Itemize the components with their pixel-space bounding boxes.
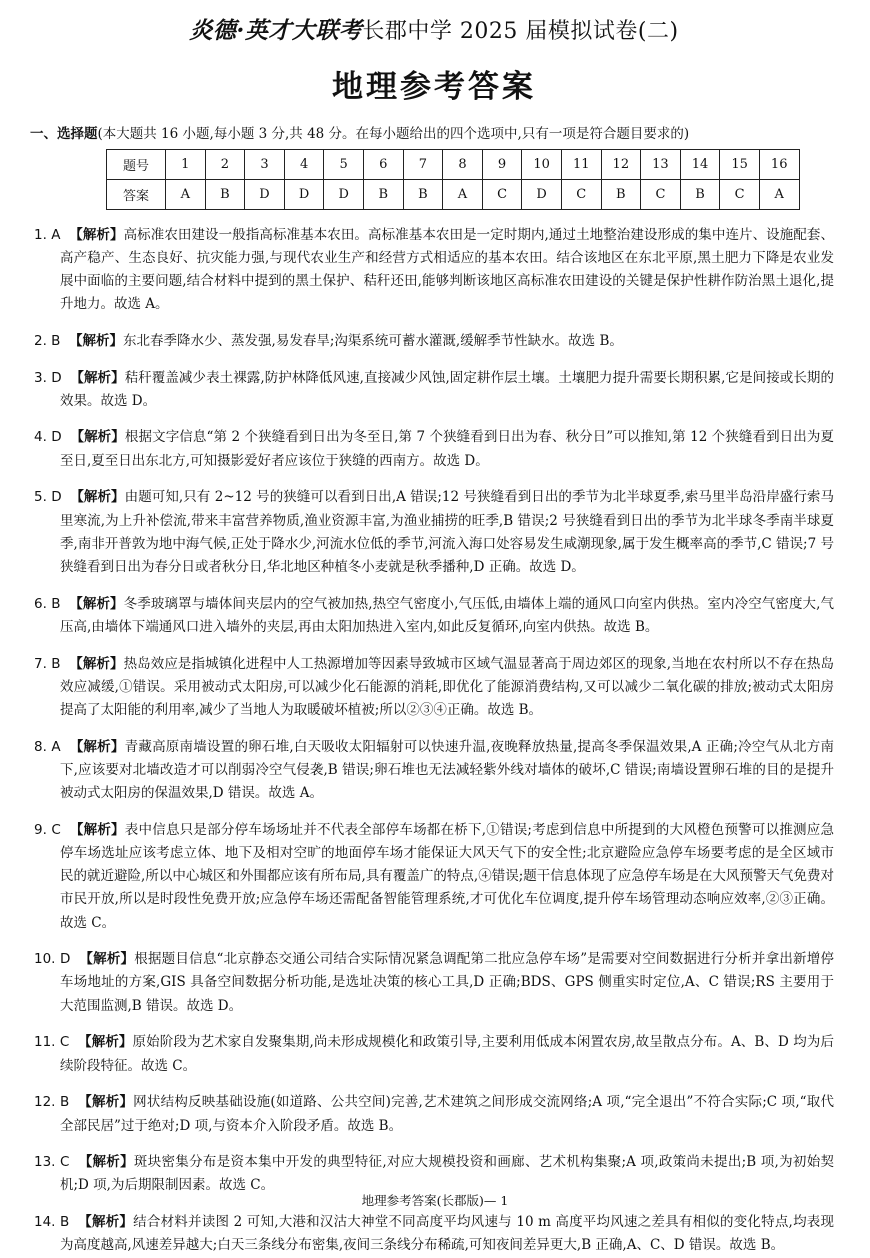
table-cell: 9 [482,150,522,180]
item-tag: 【解析】 [69,738,125,755]
item-tag: 【解析】 [78,1094,134,1111]
item-tag: 【解析】 [69,821,125,838]
table-cell: 2 [205,150,245,180]
item-tag: 【解析】 [69,655,124,672]
table-cell: D [522,180,562,210]
item-number: 14. B [34,1214,70,1231]
section-title [30,122,834,142]
item-number: 10. D [34,951,71,968]
page-footer: 地理参考答案(长郡版)— 1 [361,1193,509,1208]
item-text: 冬季玻璃罩与墙体间夹层内的空气被加热,热空气密度小,气压低,由墙体上端的通风口向室内供热。室内冷空气密度大,气压高,由墙体下端通风口进入墙外的夹层,再由太阳加热进入室内,如此反复循环,向室内供热。故选 B。 [60,595,835,635]
table-cell: 12 [601,150,641,180]
item-text: 斑块密集分布是资本集中开发的典型特征,对应大规模投资和画廊、艺术机构集聚;A 项,政策尚未提出;B 项,为初始契机;D 项,为后期限制因素。故选 C。 [60,1154,835,1194]
item-tag: 【解析】 [70,429,125,446]
item-number: 8. A [34,738,61,755]
item-text: 网状结构反映基础设施(如道路、公共空间)完善,艺术建筑之间形成交流网络;A 项,“完全退出”不符合实际;C 项,“取代全部民居”过于绝对;D 项,与资本介入阶段矛盾。故选 B。 [60,1094,834,1134]
table-cell: 14 [680,150,720,180]
item-number: 6. B [34,595,61,612]
item-number: 11. C [34,1034,70,1051]
explanation-item [34,948,834,1018]
item-tag: 【解析】 [70,489,125,506]
table-cell: D [284,180,324,210]
table-cell: C [482,180,522,210]
section-note: (本大题共 16 小题,每小题 3 分,共 48 分。在每小题给出的四个选项中,只有一项是符合题目要求的) [97,126,690,142]
item-number: 12. B [34,1094,70,1111]
item-tag: 【解析】 [78,1034,133,1051]
table-cell: C [720,180,760,210]
explanation-item [34,1091,834,1137]
row-label-number: 题号 [107,150,166,180]
table-cell: C [561,180,601,210]
explanation-item [34,486,834,579]
answer-table-numbers-row [107,150,800,180]
item-text: 根据题目信息“北京静态交通公司结合实际情况紧急调配第二批应急停车场”是需要对空间数据进行分析并拿出新增停车场地址的方案,GIS 具备空间数据分析功能,是选址决策的核心工具,D 正确;BDS、GPS 侧重实时定位,A、C 错误;RS 主要用于大范围监测,B 错误。故选 D。 [60,951,834,1014]
item-text: 秸秆覆盖减少表土裸露,防护林降低风速,直接减少风蚀,固定耕作层土壤。土壤肥力提升需要长期积累,它是间接或长期的效果。故选 D。 [60,369,834,409]
item-tag: 【解析】 [69,226,124,243]
table-cell: 11 [561,150,601,180]
item-text: 高标准农田建设一般指高标准基本农田。高标准基本农田是一定时期内,通过土地整治建设形成的集中连片、设施配套、高产稳产、生态良好、抗灾能力强,与现代农业生产和经营方式相适应的基本农田。结合该地区在东北平原,黑土肥力下降是农业发展中面临的主要问题,结合材料中提到的黑土保护、秸秆还田,能够判断该地区高标准农田建设的关键是保护性耕作防治黑土退化,提升地力。故选 A。 [60,226,834,313]
table-cell: 8 [443,150,483,180]
item-number: 5. D [34,489,62,506]
explanation-item [34,593,834,639]
table-cell: B [601,180,641,210]
item-number: 1. A [34,226,61,243]
item-tag: 【解析】 [79,951,135,968]
table-cell: 3 [245,150,285,180]
table-cell: 16 [759,150,799,180]
table-cell: B [205,180,245,210]
table-cell: 10 [522,150,562,180]
explanation-item [34,1031,834,1077]
item-number: 4. D [34,429,62,446]
table-cell: 6 [363,150,403,180]
item-text: 热岛效应是指城镇化进程中人工热源增加等因素导致城市区域气温显著高于周边郊区的现象,当地在农村所以不存在热岛效应减缓,①错误。采用被动式太阳房,可以减少化石能源的消耗,即优化了能源消费结构,又可以减少二氧化碳的排放;被动式太阳房提高了太阳能的利用率,减少了当地人为取暖破坏植被;所以②③④正确。故选 B。 [60,655,835,718]
item-number: 2. B [34,332,61,349]
answer-table [106,149,800,210]
row-label-answer: 答案 [107,180,166,210]
item-tag: 【解析】 [78,1154,134,1171]
explanation-item [34,426,834,472]
table-cell: 13 [641,150,681,180]
item-tag: 【解析】 [69,595,124,612]
header-exam-name: 长郡中学 2025 届模拟试卷(二) [362,19,679,44]
table-cell: 4 [284,150,324,180]
item-text: 由题可知,只有 2~12 号的狭缝可以看到日出,A 错误;12 号狭缝看到日出的季节为北半球夏季,索马里半岛沿岸盛行索马里寒流,为上升补偿流,带来丰富营养物质,渔业资源丰富,为渔业捕捞的旺季,B 错误;2 号狭缝看到日出的季节为北半球冬季南半球夏季,南非开普敦为地中海气候,正处于降水少,河流水位低的季节,河流入海口处容易发生咸潮现象,属于发生概率高的季节,C 错误;7 号狭缝看到日出为春分日或者秋分日,华北地区种植冬小麦就是秋季播种,D 正确。故选 D。 [60,489,834,575]
table-cell: 1 [166,150,206,180]
item-text: 结合材料并读图 2 可知,大港和汉沽大神堂不同高度平均风速与 10 m 高度平均风速之差具有相似的变化特点,均表现为高度越高,风速差异越大;白天三条线分布密集,夜间三条线分布稀疏,可知夜间差异更大,B 正确,A、C、D 错误。故选 B。 [60,1214,834,1254]
header-brand: 炎德·英才大联考 [189,17,363,44]
table-cell: A [759,180,799,210]
item-tag: 【解析】 [78,1214,134,1231]
item-text: 青藏高原南墙设置的卵石堆,白天吸收太阳辐射可以快速升温,夜晚释放热量,提高冬季保温效果,A 正确;冷空气从北方南下,应该要对北墙改造才可以削弱冷空气侵袭,B 错误;卵石堆也无法减轻紫外线对墙体的破坏,C 错误;南墙设置卵石堆的目的是提升被动式太阳房的保温效果,D 错误。故选 A。 [60,738,834,802]
item-number: 3. D [34,369,62,386]
table-cell: D [324,180,364,210]
table-cell: B [403,180,443,210]
answer-table-answers-row [107,180,800,210]
item-text: 表中信息只是部分停车场场址并不代表全部停车场都在桥下,①错误;考虑到信息中所提到的大风橙色预警可以推测应急停车场选址应该考虑立体、地下及相对空旷的地面停车场才能保证大风天气下的安全性;北京避险应急停车场要考虑的是全区域市民的就近避险,所以中心城区和外围都应该有所布局,具有覆盖广的特点,④错误;题干信息体现了应急停车场是在大风预警天气免费对市民开放,所以是时段性免费开放;应急停车场还需配备智能管理系统,才可优化车位调度,提升停车场管理动态响应效率,②③正确。故选 C。 [60,821,834,931]
table-cell: A [166,180,206,210]
explanation-item [34,819,834,935]
item-number: 7. B [34,655,61,672]
section-head: 一、选择题 [30,126,98,142]
explanation-item [34,1211,834,1257]
table-cell: A [443,180,483,210]
explanation-item [34,330,834,353]
item-number: 9. C [34,821,61,838]
item-text: 东北春季降水少、蒸发强,易发春旱;沟渠系统可蓄水灌溉,缓解季节性缺水。故选 B。 [123,332,623,349]
explanation-item [34,224,834,317]
table-cell: B [680,180,720,210]
table-cell: 15 [720,150,760,180]
table-cell: 7 [403,150,443,180]
table-cell: C [641,180,681,210]
explanation-item [34,736,834,806]
item-text: 根据文字信息“第 2 个狭缝看到日出为冬至日,第 7 个狭缝看到日出为春、秋分日”可以推知,第 12 个狭缝看到日出为夏至日,夏至日出东北方,可知摄影爱好者应该位于狭缝的西南方。故选 D。 [60,429,834,469]
table-cell: 5 [324,150,364,180]
item-number: 13. C [34,1154,70,1171]
table-cell: B [363,180,403,210]
exam-header [34,12,834,45]
table-cell: D [245,180,285,210]
item-tag: 【解析】 [70,369,125,386]
item-text: 原始阶段为艺术家自发聚集期,尚未形成规模化和政策引导,主要利用低成本闲置农房,故呈散点分布。A、B、D 均为后续阶段特征。故选 C。 [60,1034,834,1074]
item-tag: 【解析】 [69,332,124,349]
explanation-item [34,367,834,413]
document-title: 地理参考答案 [332,69,536,105]
explanation-item [34,653,834,723]
explanation-list [34,224,834,1258]
